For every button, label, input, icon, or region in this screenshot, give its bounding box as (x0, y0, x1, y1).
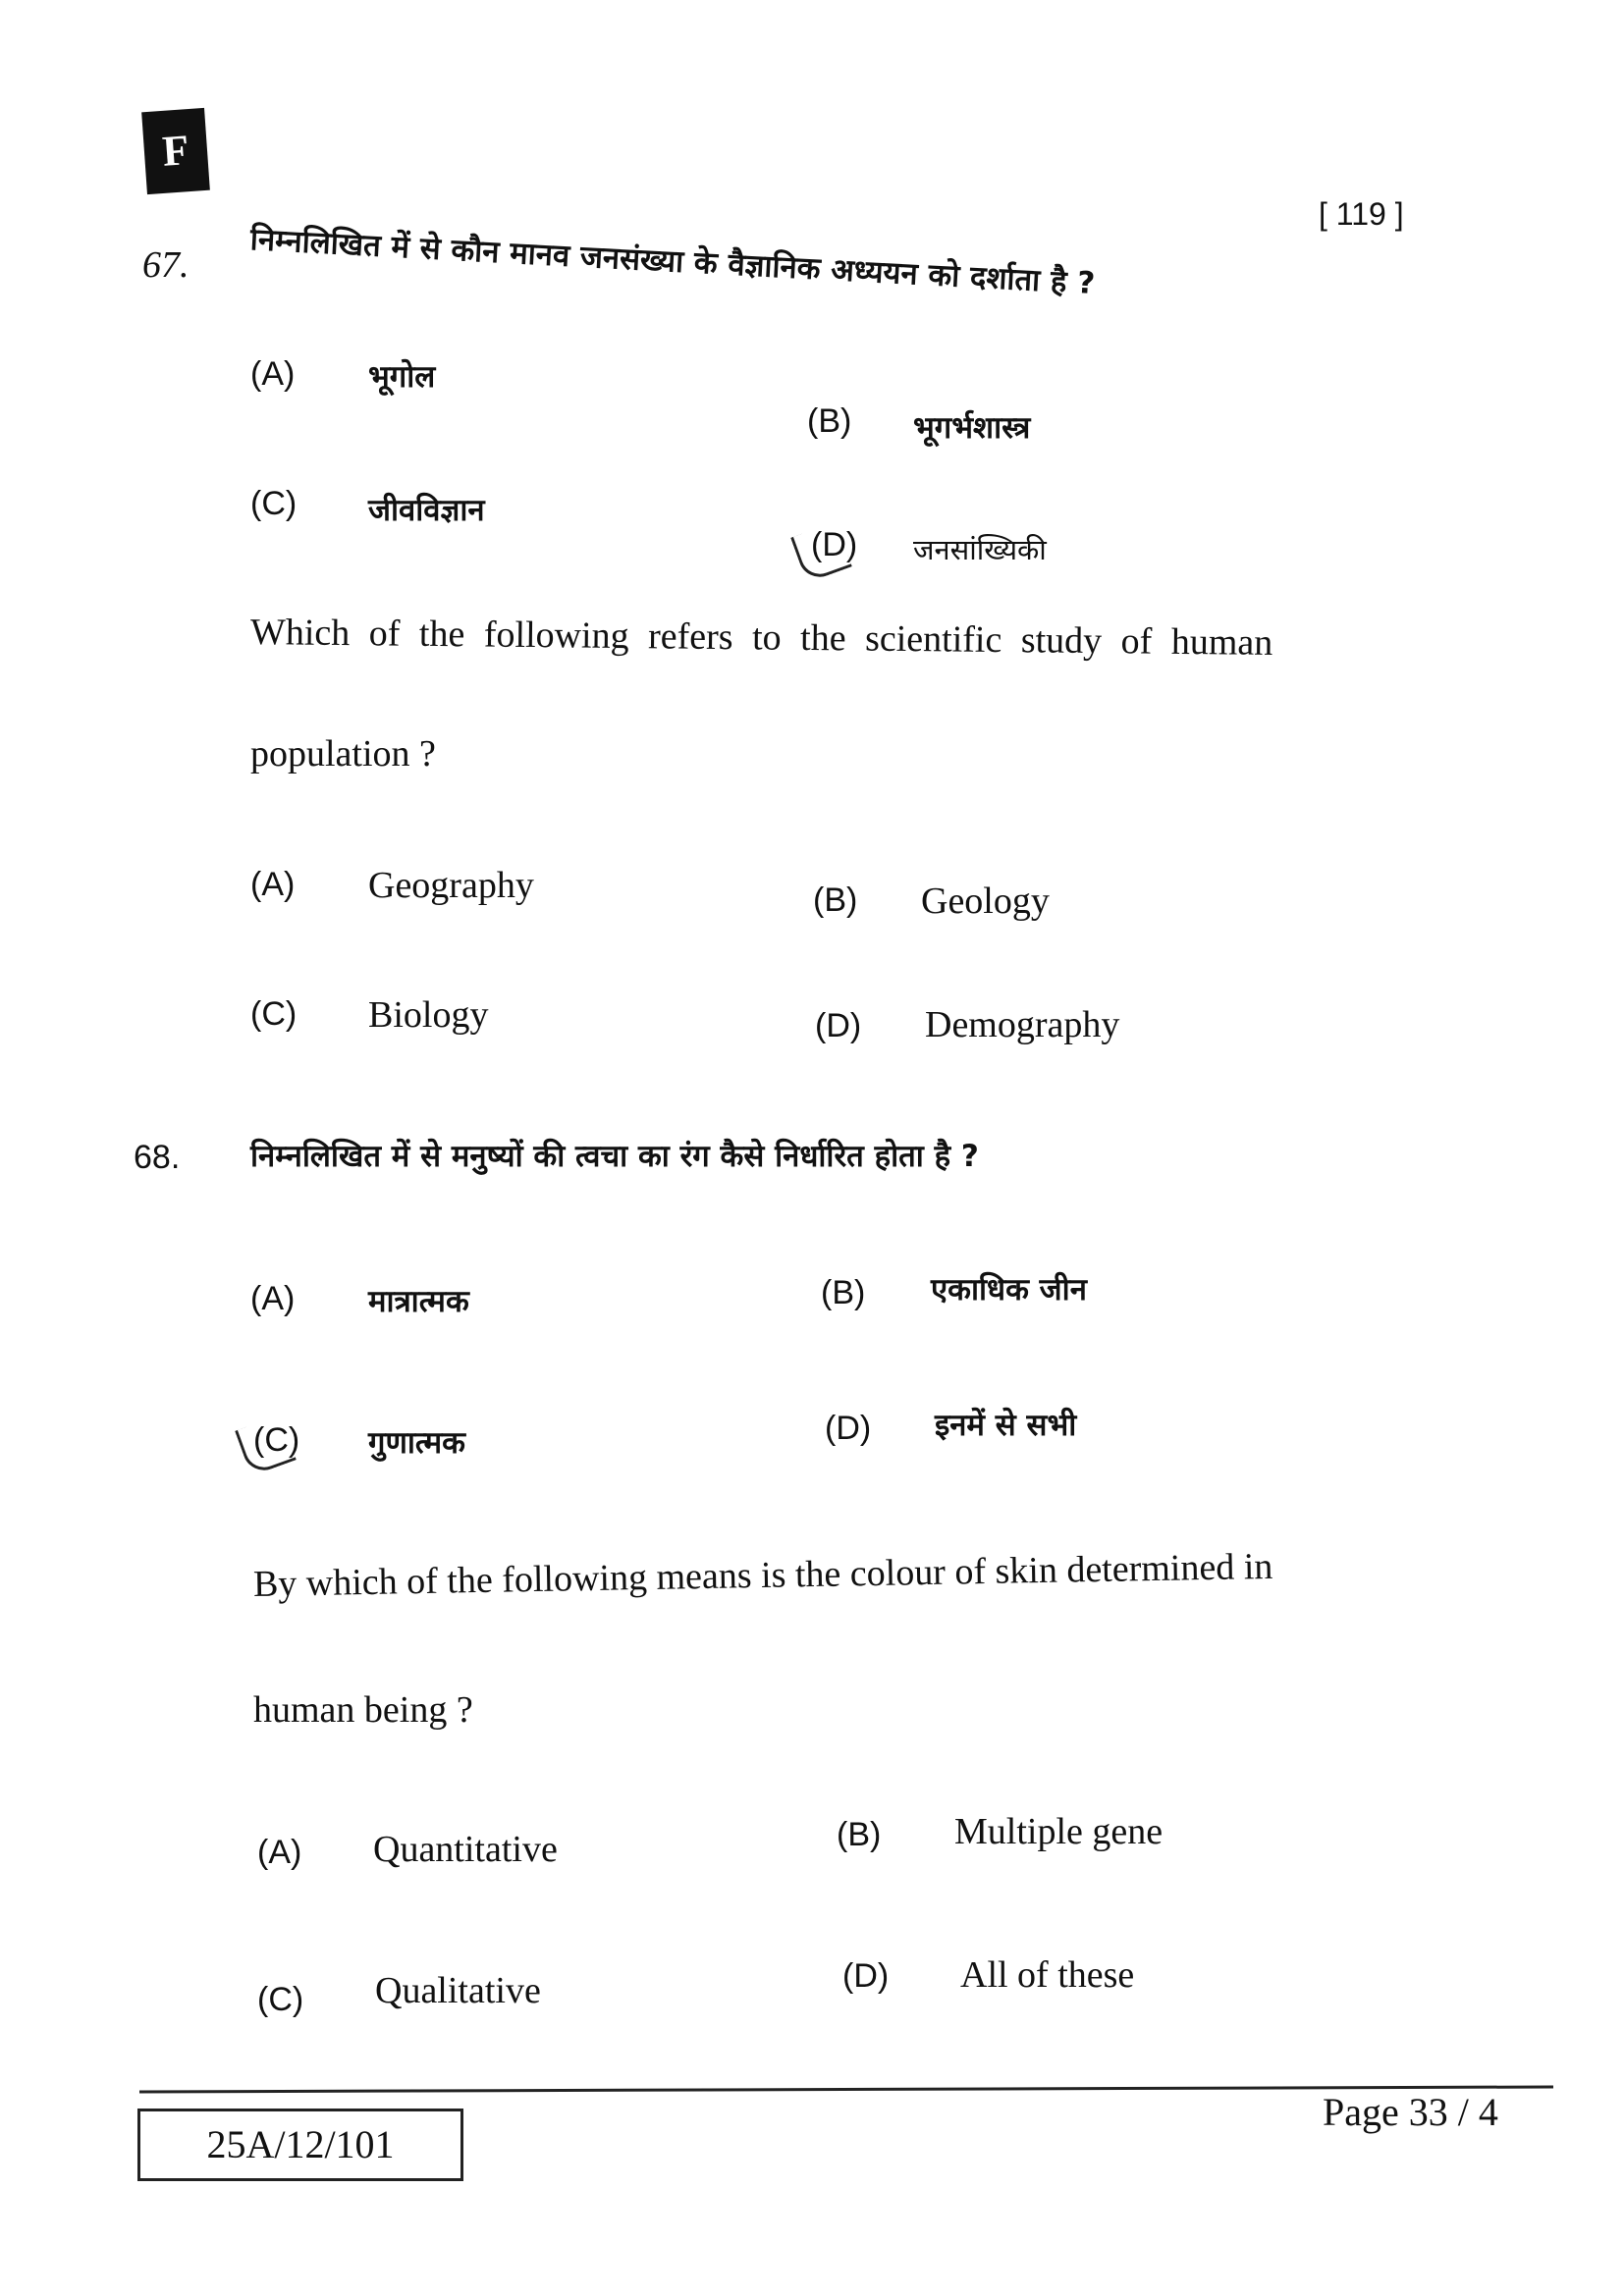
option-text[interactable]: Multiple gene (954, 1811, 1164, 1852)
option-text[interactable]: एकाधिक जीन (931, 1272, 1087, 1308)
option-label: (C) (257, 1981, 304, 2018)
question-number: 67. (142, 244, 189, 286)
page-reference: [ 119 ] (1319, 196, 1404, 232)
option-label: (B) (813, 881, 858, 919)
option-text[interactable]: भूगर्भशास्त्र (913, 410, 1031, 446)
option-label: (B) (821, 1274, 866, 1311)
question-text-hindi: निम्नलिखित में से कौन मानव जनसंख्या के वैज्ञानिक अध्ययन को दर्शाता है ? (249, 222, 1097, 302)
option-text[interactable]: All of these (960, 1954, 1135, 1996)
option-text[interactable]: Qualitative (375, 1970, 541, 2011)
paper-code: 25A/12/101 (137, 2109, 463, 2181)
option-label: (C) (250, 995, 298, 1033)
page-number: Page 33 / 4 (1323, 2090, 1498, 2134)
question-text-english-cont: human being ? (253, 1689, 473, 1731)
question-number: 68. (134, 1139, 181, 1176)
option-text[interactable]: जीवविज्ञान (368, 493, 485, 528)
option-label: (A) (250, 355, 296, 393)
option-label: (A) (257, 1834, 302, 1871)
option-text[interactable]: Demography (925, 1004, 1120, 1045)
option-text[interactable]: Geology (921, 881, 1050, 922)
option-label: (A) (250, 1280, 296, 1317)
option-label: (D) (825, 1410, 872, 1447)
question-text-hindi: निम्नलिखित में से मनुष्यों की त्वचा का रंग कैसे निर्धारित होता है ? (250, 1139, 979, 1174)
option-label: (D) (811, 526, 858, 563)
option-text[interactable]: गुणात्मक (368, 1425, 465, 1461)
question-text-english-cont: population ? (250, 733, 436, 774)
option-label: (C) (253, 1421, 300, 1459)
option-label: (B) (807, 402, 852, 440)
option-label: (C) (250, 485, 298, 522)
option-label: (D) (815, 1007, 862, 1044)
question-text-english: By which of the following means is the colour of skin determined in (252, 1545, 1273, 1605)
section-badge: F (141, 108, 210, 194)
option-text[interactable]: मात्रात्मक (368, 1284, 469, 1319)
option-label: (B) (837, 1816, 882, 1853)
option-text[interactable]: Geography (368, 865, 534, 906)
option-label: (A) (250, 866, 296, 903)
option-text[interactable]: जनसांख्यिकी (913, 533, 1047, 566)
option-text[interactable]: Quantitative (373, 1829, 558, 1870)
option-text[interactable]: Biology (368, 994, 489, 1036)
question-text-english: Which of the following refers to the scientific study of human (249, 612, 1273, 664)
option-label: (D) (842, 1957, 890, 1995)
option-text[interactable]: इनमें से सभी (935, 1408, 1077, 1443)
option-text[interactable]: भूगोल (368, 359, 436, 395)
